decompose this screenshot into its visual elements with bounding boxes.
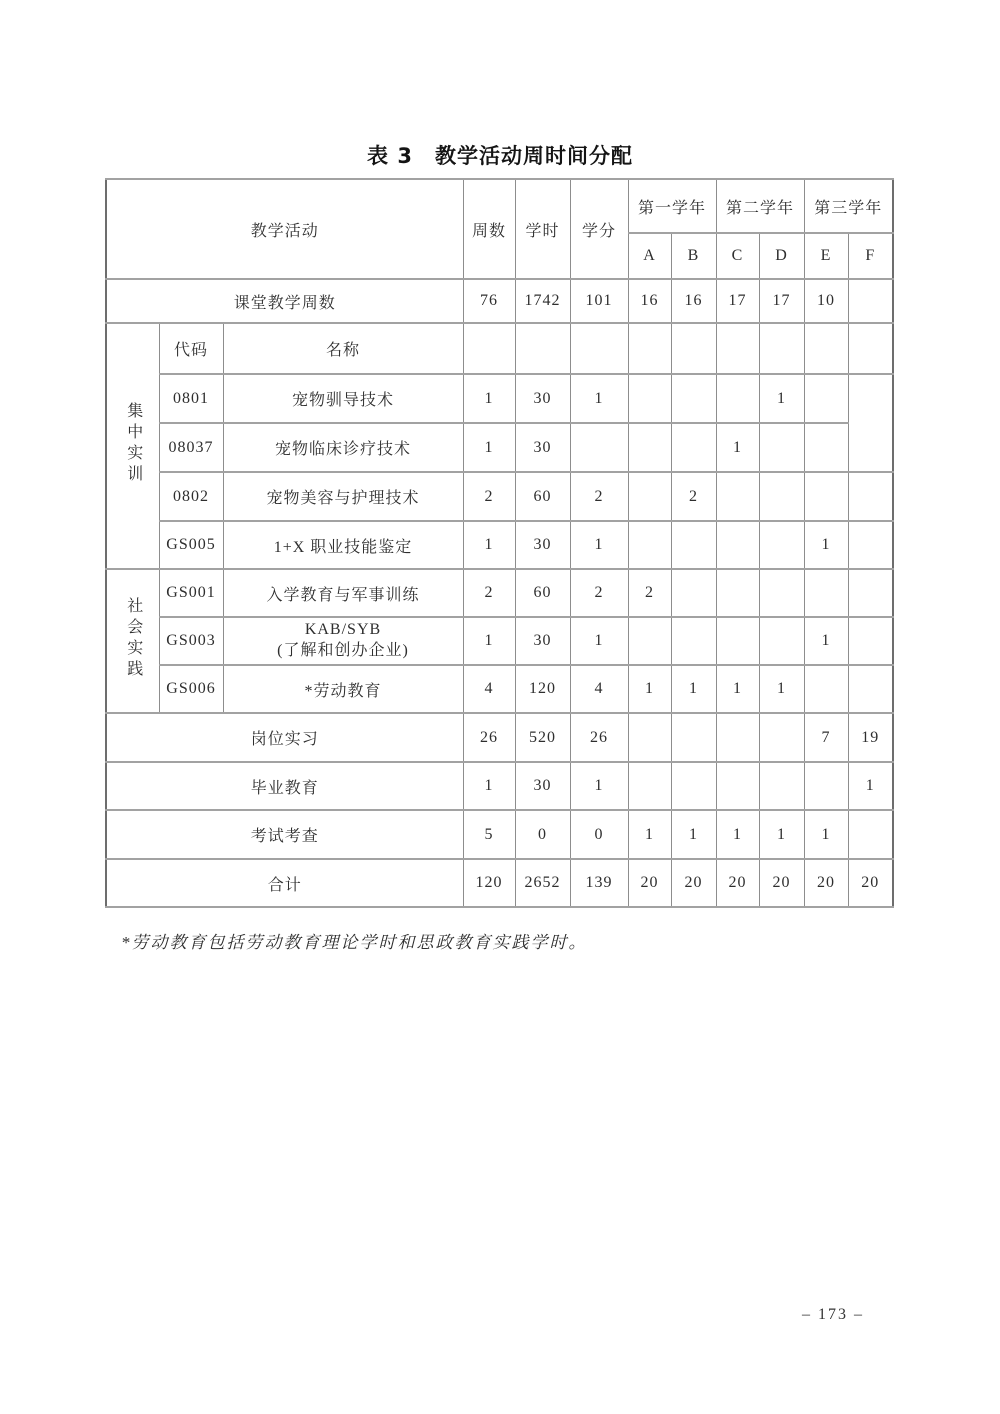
cell-term-d: 20 bbox=[759, 859, 804, 907]
cell-weeks: 1 bbox=[463, 762, 515, 810]
subheader-blank bbox=[570, 323, 628, 374]
header-term-e: E bbox=[804, 233, 848, 279]
classroom-term-e: 10 bbox=[804, 279, 848, 323]
summary-label: 考试考查 bbox=[106, 810, 463, 859]
cell-credits: 1 bbox=[570, 521, 628, 569]
table-title: 表 3 教学活动周时间分配 bbox=[367, 144, 633, 168]
cell-credits: 1 bbox=[570, 762, 628, 810]
course-row-0801 bbox=[106, 374, 893, 423]
cell-term-f bbox=[848, 569, 893, 617]
cell-term-e bbox=[804, 374, 848, 423]
cell-term-e bbox=[804, 569, 848, 617]
cell-term-d: 1 bbox=[759, 810, 804, 859]
summary-label: 岗位实习 bbox=[106, 713, 463, 762]
cell-code: 08037 bbox=[159, 423, 223, 472]
cell-code: GS001 bbox=[159, 569, 223, 617]
cell-weeks: 1 bbox=[463, 374, 515, 423]
cell-term-c: 20 bbox=[716, 859, 759, 907]
cell-name bbox=[223, 617, 463, 665]
cell-term-d bbox=[759, 521, 804, 569]
cell-term-e: 1 bbox=[804, 521, 848, 569]
header-term-c: C bbox=[716, 233, 759, 279]
cell-weeks: 2 bbox=[463, 569, 515, 617]
cell-term-c bbox=[716, 521, 759, 569]
cell-weeks: 1 bbox=[463, 423, 515, 472]
cell-name: 宠物驯导技术 bbox=[223, 374, 463, 423]
cell-hours: 60 bbox=[515, 569, 570, 617]
cell-code: GS003 bbox=[159, 617, 223, 665]
course-row-0802 bbox=[106, 472, 893, 521]
cell-weeks: 1 bbox=[463, 521, 515, 569]
cell-term-d bbox=[759, 617, 804, 665]
cell-term-f: 19 bbox=[848, 713, 893, 762]
schedule-table bbox=[105, 178, 894, 908]
cell-code: 0802 bbox=[159, 472, 223, 521]
cell-term-a: 1 bbox=[628, 665, 671, 713]
cell-term-b bbox=[671, 762, 716, 810]
course-row-gs003 bbox=[106, 617, 893, 665]
cell-hours: 30 bbox=[515, 617, 570, 665]
cell-term-b bbox=[671, 423, 716, 472]
cell-term-d bbox=[759, 569, 804, 617]
header-hours: 学时 bbox=[515, 179, 570, 279]
cell-term-e bbox=[804, 762, 848, 810]
classroom-weeks: 76 bbox=[463, 279, 515, 323]
header-year3: 第三学年 bbox=[804, 179, 893, 233]
cell-term-e bbox=[804, 665, 848, 713]
header-term-a: A bbox=[628, 233, 671, 279]
cell-term-c bbox=[716, 374, 759, 423]
cell-hours: 60 bbox=[515, 472, 570, 521]
cell-term-b: 20 bbox=[671, 859, 716, 907]
cell-term-c: 1 bbox=[716, 665, 759, 713]
cell-term-e: 1 bbox=[804, 617, 848, 665]
header-weeks: 周数 bbox=[463, 179, 515, 279]
cell-hours: 30 bbox=[515, 374, 570, 423]
cell-term-c bbox=[716, 569, 759, 617]
header-year1: 第一学年 bbox=[628, 179, 716, 233]
cell-code: 0801 bbox=[159, 374, 223, 423]
cell-term-a bbox=[628, 423, 671, 472]
classroom-term-c: 17 bbox=[716, 279, 759, 323]
group-label-social bbox=[106, 569, 159, 713]
cell-term-c: 1 bbox=[716, 810, 759, 859]
subheader-blank bbox=[463, 323, 515, 374]
cell-hours: 520 bbox=[515, 713, 570, 762]
cell-term-b bbox=[671, 521, 716, 569]
cell-weeks: 5 bbox=[463, 810, 515, 859]
course-row-gs005 bbox=[106, 521, 893, 569]
cell-hours: 120 bbox=[515, 665, 570, 713]
summary-row-total bbox=[106, 859, 893, 907]
cell-credits: 139 bbox=[570, 859, 628, 907]
cell-credits: 1 bbox=[570, 617, 628, 665]
cell-term-c bbox=[716, 762, 759, 810]
cell-term-d bbox=[759, 762, 804, 810]
cell-hours: 30 bbox=[515, 423, 570, 472]
cell-term-f bbox=[848, 617, 893, 665]
cell-weeks: 26 bbox=[463, 713, 515, 762]
cell-name-line2: (了解和创办企业) bbox=[277, 642, 409, 659]
cell-term-d: 1 bbox=[759, 665, 804, 713]
cell-term-d bbox=[759, 472, 804, 521]
cell-term-a: 20 bbox=[628, 859, 671, 907]
cell-term-f bbox=[848, 810, 893, 859]
summary-row-graduation bbox=[106, 762, 893, 810]
cell-credits: 2 bbox=[570, 569, 628, 617]
cell-term-e: 7 bbox=[804, 713, 848, 762]
group-label-practice-text: 集中实训 bbox=[124, 401, 142, 486]
cell-code: GS006 bbox=[159, 665, 223, 713]
subheader-name: 名称 bbox=[223, 323, 463, 374]
cell-term-d bbox=[759, 423, 804, 472]
classroom-credits: 101 bbox=[570, 279, 628, 323]
cell-weeks: 120 bbox=[463, 859, 515, 907]
classroom-term-d: 17 bbox=[759, 279, 804, 323]
cell-term-c bbox=[716, 617, 759, 665]
cell-credits bbox=[570, 423, 628, 472]
cell-term-f: 1 bbox=[848, 762, 893, 810]
course-row-gs006 bbox=[106, 665, 893, 713]
cell-term-e bbox=[804, 423, 848, 472]
subheader-blank bbox=[671, 323, 716, 374]
cell-name: 宠物临床诊疗技术 bbox=[223, 423, 463, 472]
group-label-practice bbox=[106, 323, 159, 569]
cell-term-a bbox=[628, 472, 671, 521]
cell-term-a: 1 bbox=[628, 810, 671, 859]
header-term-b: B bbox=[671, 233, 716, 279]
classroom-hours: 1742 bbox=[515, 279, 570, 323]
cell-term-b bbox=[671, 569, 716, 617]
classroom-row bbox=[106, 279, 893, 323]
subheader-row bbox=[106, 323, 893, 374]
course-row-gs001 bbox=[106, 569, 893, 617]
cell-hours: 30 bbox=[515, 521, 570, 569]
cell-term-f bbox=[848, 472, 893, 521]
header-activity: 教学活动 bbox=[106, 179, 463, 279]
classroom-term-a: 16 bbox=[628, 279, 671, 323]
summary-row-exams bbox=[106, 810, 893, 859]
cell-term-c bbox=[716, 472, 759, 521]
cell-term-d: 1 bbox=[759, 374, 804, 423]
subheader-blank bbox=[515, 323, 570, 374]
header-row-1 bbox=[106, 179, 893, 233]
cell-term-b: 1 bbox=[671, 810, 716, 859]
cell-weeks: 4 bbox=[463, 665, 515, 713]
cell-term-f bbox=[848, 521, 893, 569]
summary-label: 毕业教育 bbox=[106, 762, 463, 810]
cell-term-b: 2 bbox=[671, 472, 716, 521]
cell-credits: 1 bbox=[570, 374, 628, 423]
subheader-code: 代码 bbox=[159, 323, 223, 374]
summary-row-internship bbox=[106, 713, 893, 762]
subheader-blank bbox=[628, 323, 671, 374]
footnote: *劳动教育包括劳动教育理论学时和思政教育实践学时。 bbox=[121, 933, 588, 952]
cell-name: 入学教育与军事训练 bbox=[223, 569, 463, 617]
header-credits: 学分 bbox=[570, 179, 628, 279]
cell-term-a bbox=[628, 617, 671, 665]
subheader-blank bbox=[716, 323, 759, 374]
cell-name: 宠物美容与护理技术 bbox=[223, 472, 463, 521]
cell-name: 1+X 职业技能鉴定 bbox=[223, 521, 463, 569]
cell-term-b bbox=[671, 374, 716, 423]
cell-term-a bbox=[628, 762, 671, 810]
cell-hours: 30 bbox=[515, 762, 570, 810]
cell-term-a bbox=[628, 521, 671, 569]
cell-term-b bbox=[671, 617, 716, 665]
cell-credits: 2 bbox=[570, 472, 628, 521]
cell-code: GS005 bbox=[159, 521, 223, 569]
classroom-term-b: 16 bbox=[671, 279, 716, 323]
cell-credits: 26 bbox=[570, 713, 628, 762]
cell-credits: 0 bbox=[570, 810, 628, 859]
summary-label: 合计 bbox=[106, 859, 463, 907]
cell-term-b: 1 bbox=[671, 665, 716, 713]
header-year2: 第二学年 bbox=[716, 179, 804, 233]
cell-term-a: 2 bbox=[628, 569, 671, 617]
page-number: – 173 – bbox=[802, 1306, 864, 1323]
cell-weeks: 2 bbox=[463, 472, 515, 521]
cell-name: *劳动教育 bbox=[223, 665, 463, 713]
cell-term-b bbox=[671, 713, 716, 762]
cell-term-c: 1 bbox=[716, 423, 759, 472]
course-row-08037 bbox=[106, 423, 893, 472]
cell-term-e: 20 bbox=[804, 859, 848, 907]
cell-term-e: 1 bbox=[804, 810, 848, 859]
subheader-blank bbox=[804, 323, 848, 374]
classroom-label: 课堂教学周数 bbox=[106, 279, 463, 323]
cell-hours: 2652 bbox=[515, 859, 570, 907]
subheader-blank bbox=[759, 323, 804, 374]
header-term-d: D bbox=[759, 233, 804, 279]
cell-term-a bbox=[628, 713, 671, 762]
cell-term-c bbox=[716, 713, 759, 762]
cell-term-e bbox=[804, 472, 848, 521]
cell-term-f: 20 bbox=[848, 859, 893, 907]
classroom-term-f bbox=[848, 279, 893, 323]
cell-weeks: 1 bbox=[463, 617, 515, 665]
cell-term-f-merged bbox=[848, 374, 893, 472]
cell-hours: 0 bbox=[515, 810, 570, 859]
cell-term-a bbox=[628, 374, 671, 423]
subheader-blank bbox=[848, 323, 893, 374]
cell-credits: 4 bbox=[570, 665, 628, 713]
group-label-social-text: 社会实践 bbox=[124, 596, 142, 681]
cell-term-d bbox=[759, 713, 804, 762]
cell-name-line1: KAB/SYB bbox=[304, 621, 382, 639]
cell-term-f bbox=[848, 665, 893, 713]
header-term-f: F bbox=[848, 233, 893, 279]
